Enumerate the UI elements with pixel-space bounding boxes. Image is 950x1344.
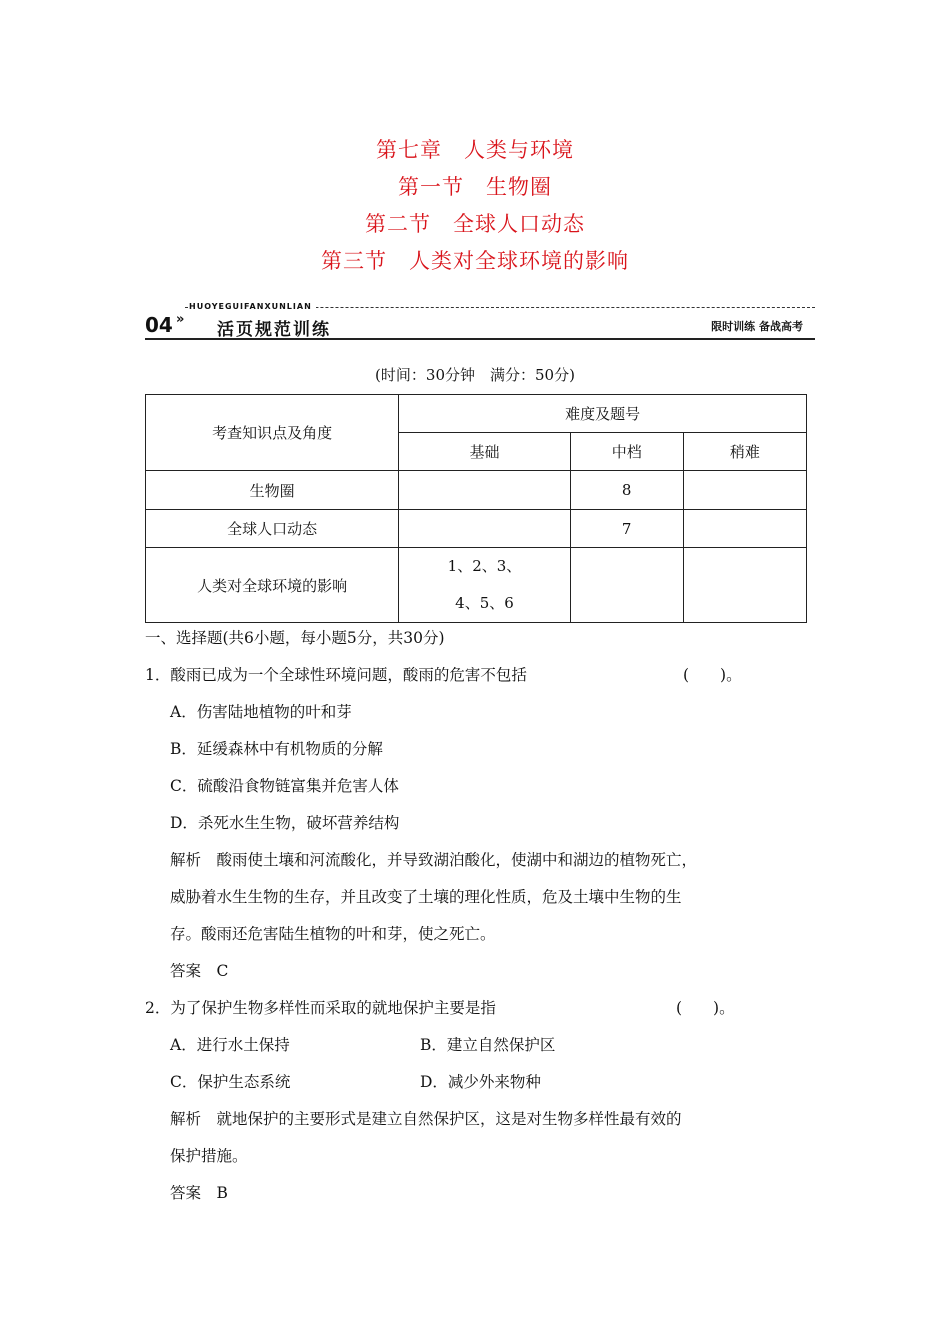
section-title-1: 第一节 生物圈 bbox=[398, 175, 552, 199]
option-d: D．杀死水生生物，破坏营养结构 bbox=[170, 814, 400, 832]
table-row bbox=[146, 510, 807, 548]
section-title-2: 第二节 全球人口动态 bbox=[365, 212, 585, 236]
answer-line: 答案 B bbox=[170, 1184, 228, 1202]
banner-number: 04 bbox=[145, 313, 173, 337]
question-stem: 1．酸雨已成为一个全球性环境问题，酸雨的危害不包括 bbox=[145, 666, 527, 684]
header-knowledge: 考查知识点及角度 bbox=[146, 395, 399, 471]
table-row bbox=[146, 548, 807, 623]
row-medium: 8 bbox=[570, 471, 683, 510]
answer-line: 答案 C bbox=[170, 962, 229, 980]
option-b: B．建立自然保护区 bbox=[420, 1036, 556, 1054]
row-basic-line: 1、2、3、 bbox=[447, 557, 522, 575]
row-medium: 7 bbox=[570, 510, 683, 548]
row-basic bbox=[399, 548, 570, 623]
row-hard bbox=[683, 510, 806, 548]
row-topic: 生物圈 bbox=[146, 471, 399, 510]
option-d: D．减少外来物种 bbox=[420, 1073, 541, 1091]
row-topic: 人类对全球环境的影响 bbox=[146, 548, 399, 623]
row-topic: 全球人口动态 bbox=[146, 510, 399, 548]
level-basic: 基础 bbox=[399, 433, 570, 471]
option-a: A．进行水土保持 bbox=[170, 1036, 290, 1054]
section-title-3: 第三节 人类对全球环境的影响 bbox=[321, 249, 629, 273]
analysis-line: 威胁着水生生物的生存，并且改变了土壤的理化性质，危及土壤中生物的生 bbox=[170, 888, 682, 906]
banner-pinyin: HUOYEGUIFANXUNLIAN bbox=[189, 302, 316, 311]
option-a: A．伤害陆地植物的叶和芽 bbox=[170, 703, 352, 721]
option-c: C．硫酸沿食物链富集并危害人体 bbox=[170, 777, 399, 795]
banner-name: 活页规范训练 bbox=[217, 320, 331, 340]
answer-blank: ( )。 bbox=[676, 999, 735, 1017]
chevron-right-icon: » bbox=[176, 312, 185, 327]
level-medium: 中档 bbox=[570, 433, 683, 471]
row-medium bbox=[570, 548, 683, 623]
practice-banner bbox=[145, 302, 815, 340]
table-row bbox=[146, 471, 807, 510]
answer-blank: ( )。 bbox=[683, 666, 742, 684]
banner-rule bbox=[145, 338, 815, 340]
banner-slogan: 限时训练 备战高考 bbox=[711, 320, 803, 333]
level-hard: 稍难 bbox=[683, 433, 806, 471]
chapter-title: 第七章 人类与环境 bbox=[376, 138, 574, 162]
row-basic-line: 4、5、6 bbox=[455, 594, 514, 612]
analysis-line: 解析 就地保护的主要形式是建立自然保护区，这是对生物多样性最有效的 bbox=[170, 1110, 682, 1128]
chapter-titles bbox=[0, 132, 950, 280]
option-b: B．延缓森林中有机物质的分解 bbox=[170, 740, 383, 758]
knowledge-table bbox=[145, 394, 807, 623]
row-hard bbox=[683, 471, 806, 510]
analysis-line: 保护措施。 bbox=[170, 1147, 248, 1165]
row-basic bbox=[399, 510, 570, 548]
analysis-line: 存。酸雨还危害陆生植物的叶和芽，使之死亡。 bbox=[170, 925, 496, 943]
analysis-line: 解析 酸雨使土壤和河流酸化，并导致湖泊酸化，使湖中和湖边的植物死亡， bbox=[170, 851, 698, 869]
question-stem: 2．为了保护生物多样性而采取的就地保护主要是指 bbox=[145, 999, 496, 1017]
option-c: C．保护生态系统 bbox=[170, 1073, 291, 1091]
row-basic bbox=[399, 471, 570, 510]
section-heading: 一、选择题(共6小题，每小题5分，共30分) bbox=[145, 629, 445, 647]
time-score-line: (时间：30分钟 满分：50分) bbox=[375, 366, 575, 384]
row-hard bbox=[683, 548, 806, 623]
header-difficulty: 难度及题号 bbox=[399, 395, 807, 433]
